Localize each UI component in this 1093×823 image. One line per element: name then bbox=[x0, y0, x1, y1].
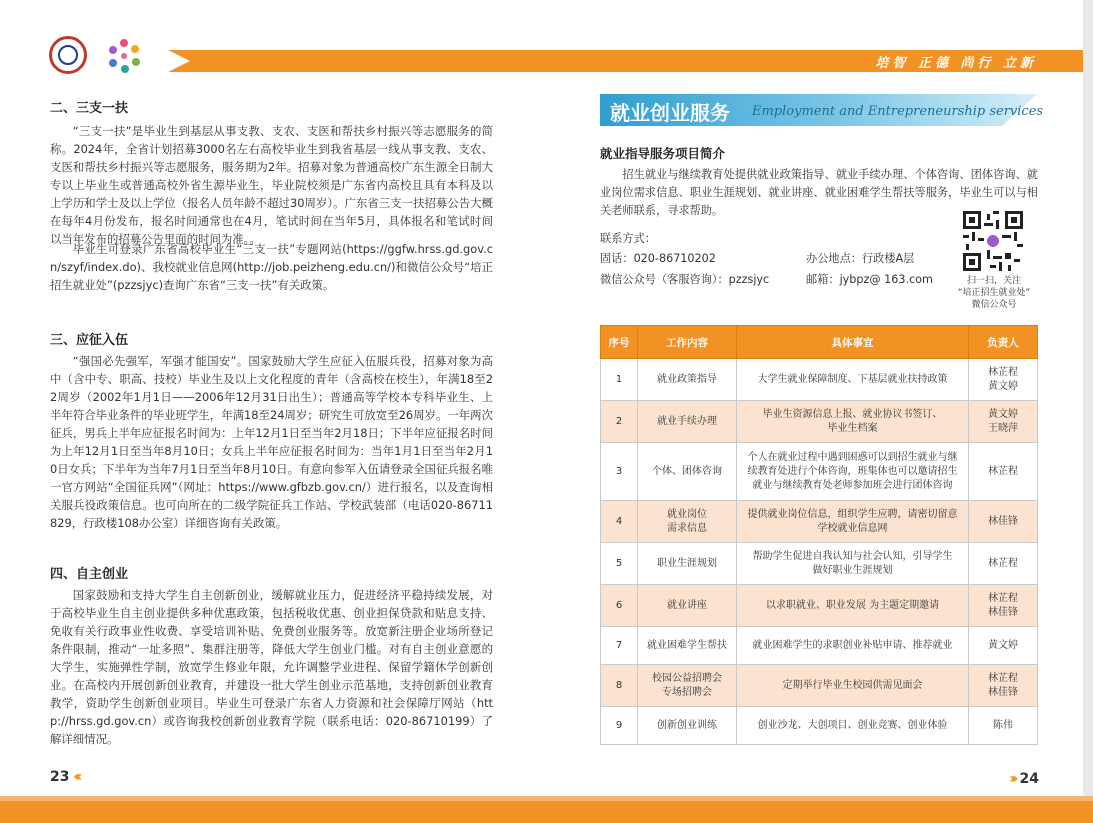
table-cell-no: 5 bbox=[601, 543, 638, 585]
table-cell-detail: 定期举行毕业生校园供需见面会 bbox=[737, 665, 969, 707]
table-row bbox=[601, 585, 1038, 627]
table-cell-no: 4 bbox=[601, 501, 638, 543]
table-cell-content: 就业讲座 bbox=[638, 585, 737, 627]
qr-caption bbox=[952, 275, 1036, 311]
table-cell-no: 7 bbox=[601, 627, 638, 665]
email-text: 邮箱：jybpz@ 163.com bbox=[806, 273, 933, 286]
table-cell-detail: 帮助学生促进自我认知与社会认知，引导学生 做好职业生涯规划 bbox=[737, 543, 969, 585]
table-cell-person: 林芷程 bbox=[969, 543, 1038, 585]
qr-caption-line: “培正招生就业处” bbox=[957, 288, 1031, 298]
table-cell-no: 9 bbox=[601, 707, 638, 745]
table-cell-detail: 提供就业岗位信息，组织学生应聘，请密切留意 学校就业信息网 bbox=[737, 501, 969, 543]
header-slogan: 培智 正德 尚行 立新 bbox=[875, 56, 1037, 71]
section-title-entrepreneurship: 四、自主创业 bbox=[50, 567, 129, 582]
table-cell-content: 就业岗位 需求信息 bbox=[638, 501, 737, 543]
table-cell-no: 1 bbox=[601, 359, 638, 401]
table-header: 负责人 bbox=[969, 326, 1038, 359]
table-row bbox=[601, 359, 1038, 401]
section-paragraph: “三支一扶”是毕业生到基层从事支教、支农、支医和帮扶乡村振兴等志愿服务的简称。2024年，全省计划招募3000名左右高校毕业生到我省基层一线从事支教、支农、支医和帮扶乡村振兴等志愿服务，服务期为2年。招募对象为普通高校广东生源全日制大专以上毕业生或普通高校外省生源毕业生，毕业院校须是广东省内高校且具有本科及以上学历和学士及以上学位（报名人员年龄不超过30周岁）。广东省三支一扶招募公告大概在每年4月份发布，报名时间通常也在4月，笔试时间在当年5月，具体报名和笔试时间以当年发布的招募公告里面的时间为准。。 bbox=[50, 124, 493, 246]
header-band-notch bbox=[168, 50, 190, 72]
service-banner-title: 就业创业服务 bbox=[610, 101, 730, 125]
table-row bbox=[601, 707, 1038, 745]
intro-heading: 就业指导服务项目简介 bbox=[600, 146, 726, 161]
table-header: 序号 bbox=[601, 326, 638, 359]
table-cell-content: 就业政策指导 bbox=[638, 359, 737, 401]
section-title-sanzhiyifu: 二、三支一扶 bbox=[50, 101, 129, 116]
page-number-left bbox=[50, 768, 78, 786]
table-cell-person: 黄文婷 王晓萍 bbox=[969, 401, 1038, 443]
contact-label: 联系方式： bbox=[600, 232, 656, 245]
table-row bbox=[601, 443, 1038, 501]
wechat-text: 微信公众号（客服咨询）：pzzsjyc bbox=[600, 273, 770, 286]
service-table bbox=[600, 325, 1038, 745]
office-text: 办公地点：行政楼A层 bbox=[806, 252, 915, 265]
table-row bbox=[601, 501, 1038, 543]
school-seal-logo bbox=[49, 36, 87, 74]
table-cell-no: 3 bbox=[601, 443, 638, 501]
table-cell-no: 8 bbox=[601, 665, 638, 707]
table-cell-content: 就业困难学生帮扶 bbox=[638, 627, 737, 665]
table-cell-detail: 就业困难学生的求职创业补贴申请、推荐就业 bbox=[737, 627, 969, 665]
chevrons-left-icon: ‹‹‹ bbox=[73, 769, 79, 785]
table-cell-detail: 个人在就业过程中遇到困惑可以到招生就业与继 续教育处进行个体咨询，班集体也可以邀请招生 就业与继续教育处老师参加班会进行团体咨询 bbox=[737, 443, 969, 501]
footer-band bbox=[0, 801, 1093, 823]
table-cell-person: 陈伟 bbox=[969, 707, 1038, 745]
table-cell-detail: 毕业生资源信息上报、就业协议书签订、 毕业生档案 bbox=[737, 401, 969, 443]
table-cell-person: 林佳锋 bbox=[969, 501, 1038, 543]
table-row bbox=[601, 543, 1038, 585]
page-number-text: 24 bbox=[1019, 771, 1039, 787]
phone-text: 固话：020-86710202 bbox=[600, 252, 716, 265]
table-cell-person: 林芷程 林佳锋 bbox=[969, 585, 1038, 627]
table-cell-person: 林芷程 林佳锋 bbox=[969, 665, 1038, 707]
table-row bbox=[601, 665, 1038, 707]
table-cell-detail: 创业沙龙、大创项目、创业竞赛、创业体验 bbox=[737, 707, 969, 745]
table-cell-content: 创新创业训练 bbox=[638, 707, 737, 745]
qr-code-icon bbox=[963, 211, 1023, 271]
section-paragraph: 毕业生可登录广东省高校毕业生“三支一扶”专题网站(https://ggfw.hrss.gd.gov.cn/szyf/index.do)、我校就业信息网(http://job.peizheng.edu.cn/)和微信公众号“培正招生就业处”(pzzsjyc)查询广东省“三支一扶”有关政策。 bbox=[50, 242, 493, 292]
table-cell-person: 黄文婷 bbox=[969, 627, 1038, 665]
table-cell-person: 林芷程 黄文婷 bbox=[969, 359, 1038, 401]
section-paragraph: 国家鼓励和支持大学生自主创新创业，缓解就业压力，促进经济平稳持续发展，对于高校毕业生自主创业提供多种优惠政策，包括税收优惠、创业担保贷款和贴息支持、免收有关行政事业性收费、享受培训补贴、免费创业服务等。放宽新注册企业场所登记条件限制，推动“一址多照”、集群注册等，降低大学生创业门槛。对有自主创业意愿的大学生，实施弹性学制，放宽学生修业年限，允许调整学业进程、保留学籍休学创新创业。在高校内开展创新创业教育，并建设一批大学生创业示范基地，支持创新创业教育教学，资助学生创新创业项目。毕业生可登录广东省人力资源和社会保障厅网站（http://hrss.gd.gov.cn）或咨询我校创新创业教育学院（联系电话：020-86710199）了解详细情况。 bbox=[50, 588, 493, 746]
section-title-enlistment: 三、应征入伍 bbox=[50, 333, 129, 348]
table-cell-detail: 以求职就业、职业发展 为主题定期邀请 bbox=[737, 585, 969, 627]
table-header: 工作内容 bbox=[638, 326, 737, 359]
table-cell-no: 6 bbox=[601, 585, 638, 627]
table-cell-content: 职业生涯规划 bbox=[638, 543, 737, 585]
section-paragraph: “强国必先强军，军强才能国安”。国家鼓励大学生应征入伍服兵役，招募对象为高中（含中专、职高、技校）毕业生及以上文化程度的青年（含高校在校生），年满18至22周岁（2002年1月1日——2006年12月31日出生）；普通高等学校本专科毕业生、上半年符合毕业条件的毕业班学生，年满18至24周岁；研究生可放宽至26周岁。一年两次征兵，男兵上半年应征报名时间为：上年12月1日至当年2月18日；下半年应征报名时间为上年12月1日至当年8月10日；女兵上半年应征报名时间为：当年1月1日至当年2月10日女兵；下半年为当年7月1日至当年8月10日。有意向参军入伍请登录全国征兵报名唯一官方网站“全国征兵网”（网址：https://www.gfbzb.gov.cn/）进行报名，以及查询相关服兵役政策信息。也可向所在的二级学院征兵工作站、学校武装部（电话020-86711829，行政楼108办公室）详细咨询有关政策。 bbox=[50, 354, 493, 530]
table-cell-content: 校园公益招聘会 专场招聘会 bbox=[638, 665, 737, 707]
qr-caption-line: 微信公众号 bbox=[971, 300, 1017, 310]
table-cell-detail: 大学生就业保障制度、下基层就业扶持政策 bbox=[737, 359, 969, 401]
table-row bbox=[601, 627, 1038, 665]
intro-text: 招生就业与继续教育处提供就业政策指导、就业手续办理、个体咨询、团体咨询、就业岗位需求信息、职业生涯规划、就业讲座、就业困难学生帮扶等服务，毕业生可以与相关老师联系，寻求帮助。 bbox=[600, 168, 1038, 217]
table-cell-no: 2 bbox=[601, 401, 638, 443]
table-header: 具体事宜 bbox=[737, 326, 969, 359]
colorful-people-logo bbox=[104, 36, 144, 76]
table-cell-person: 林芷程 bbox=[969, 443, 1038, 501]
table-cell-content: 就业手续办理 bbox=[638, 401, 737, 443]
page-number-right bbox=[1009, 768, 1039, 787]
page-edge bbox=[1083, 0, 1093, 823]
page-number-text: 23 bbox=[50, 769, 70, 785]
service-banner-subtitle: Employment and Entrepreneurship services bbox=[752, 104, 1044, 119]
table-cell-content: 个体、团体咨询 bbox=[638, 443, 737, 501]
qr-caption-line: 扫一扫，关注 bbox=[966, 276, 1021, 286]
table-row bbox=[601, 401, 1038, 443]
chevrons-right-icon: ››› bbox=[1009, 771, 1015, 787]
